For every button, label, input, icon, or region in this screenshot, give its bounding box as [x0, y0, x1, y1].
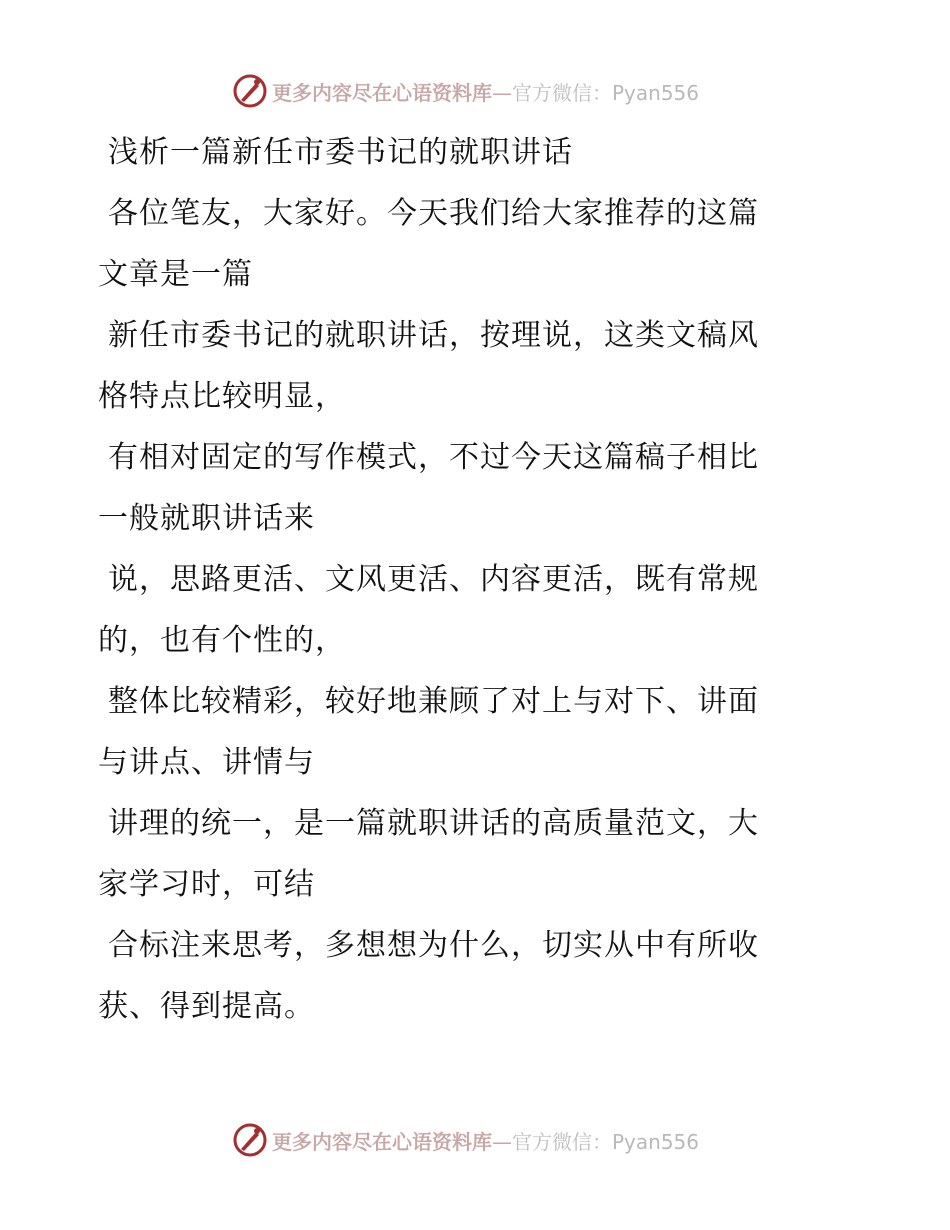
pen-logo-icon — [232, 1122, 268, 1158]
document-body — [98, 122, 838, 1037]
paragraph-continuation: 与讲点、讲情与 — [98, 745, 315, 780]
paragraph-continuation: 文章是一篇 — [98, 257, 253, 292]
paragraph — [98, 427, 838, 549]
paragraph — [98, 915, 838, 1037]
footer-watermark — [232, 1120, 712, 1160]
watermark-text — [272, 77, 699, 106]
paragraph — [98, 183, 838, 305]
paragraph-first-line: 说，思路更活、文风更活、内容更活，既有常规 — [108, 562, 759, 597]
paragraph — [98, 305, 838, 427]
paragraph-first-line: 合标注来思考，多想想为什么，切实从中有所收 — [108, 928, 759, 963]
pen-logo-icon — [232, 73, 268, 109]
watermark-wechat-label: 官方微信： — [512, 1129, 612, 1154]
watermark-wechat-label: 官方微信： — [512, 80, 612, 105]
paragraph-continuation: 格特点比较明显， — [98, 379, 346, 414]
paragraph-first-line: 讲理的统一，是一篇就职讲话的高质量范文，大 — [108, 806, 759, 841]
paragraph-continuation: 一般就职讲话来 — [98, 501, 315, 536]
paragraph-first-line: 新任市委书记的就职讲话，按理说，这类文稿风 — [108, 318, 759, 353]
watermark-wechat-id: Pyan556 — [612, 80, 700, 105]
watermark-text — [272, 1126, 699, 1155]
paragraph — [98, 549, 838, 671]
watermark-dash: — — [492, 1129, 512, 1154]
paragraph-first-line: 整体比较精彩，较好地兼顾了对上与对下、讲面 — [108, 684, 759, 719]
paragraph-first-line: 有相对固定的写作模式，不过今天这篇稿子相比 — [108, 440, 759, 475]
paragraph-continuation: 获、得到提高。 — [98, 989, 315, 1024]
watermark-main-text: 更多内容尽在心语资料库 — [272, 1129, 492, 1154]
paragraph-first-line: 各位笔友，大家好。今天我们给大家推荐的这篇 — [108, 196, 759, 231]
paragraph-continuation: 的，也有个性的， — [98, 623, 346, 658]
header-watermark — [232, 71, 712, 111]
watermark-main-text: 更多内容尽在心语资料库 — [272, 80, 492, 105]
watermark-wechat-id: Pyan556 — [612, 1129, 700, 1154]
document-title: 浅析一篇新任市委书记的就职讲话 — [108, 135, 573, 170]
paragraph — [98, 671, 838, 793]
watermark-dash: — — [492, 80, 512, 105]
paragraph — [98, 793, 838, 915]
paragraph-continuation: 家学习时，可结 — [98, 867, 315, 902]
